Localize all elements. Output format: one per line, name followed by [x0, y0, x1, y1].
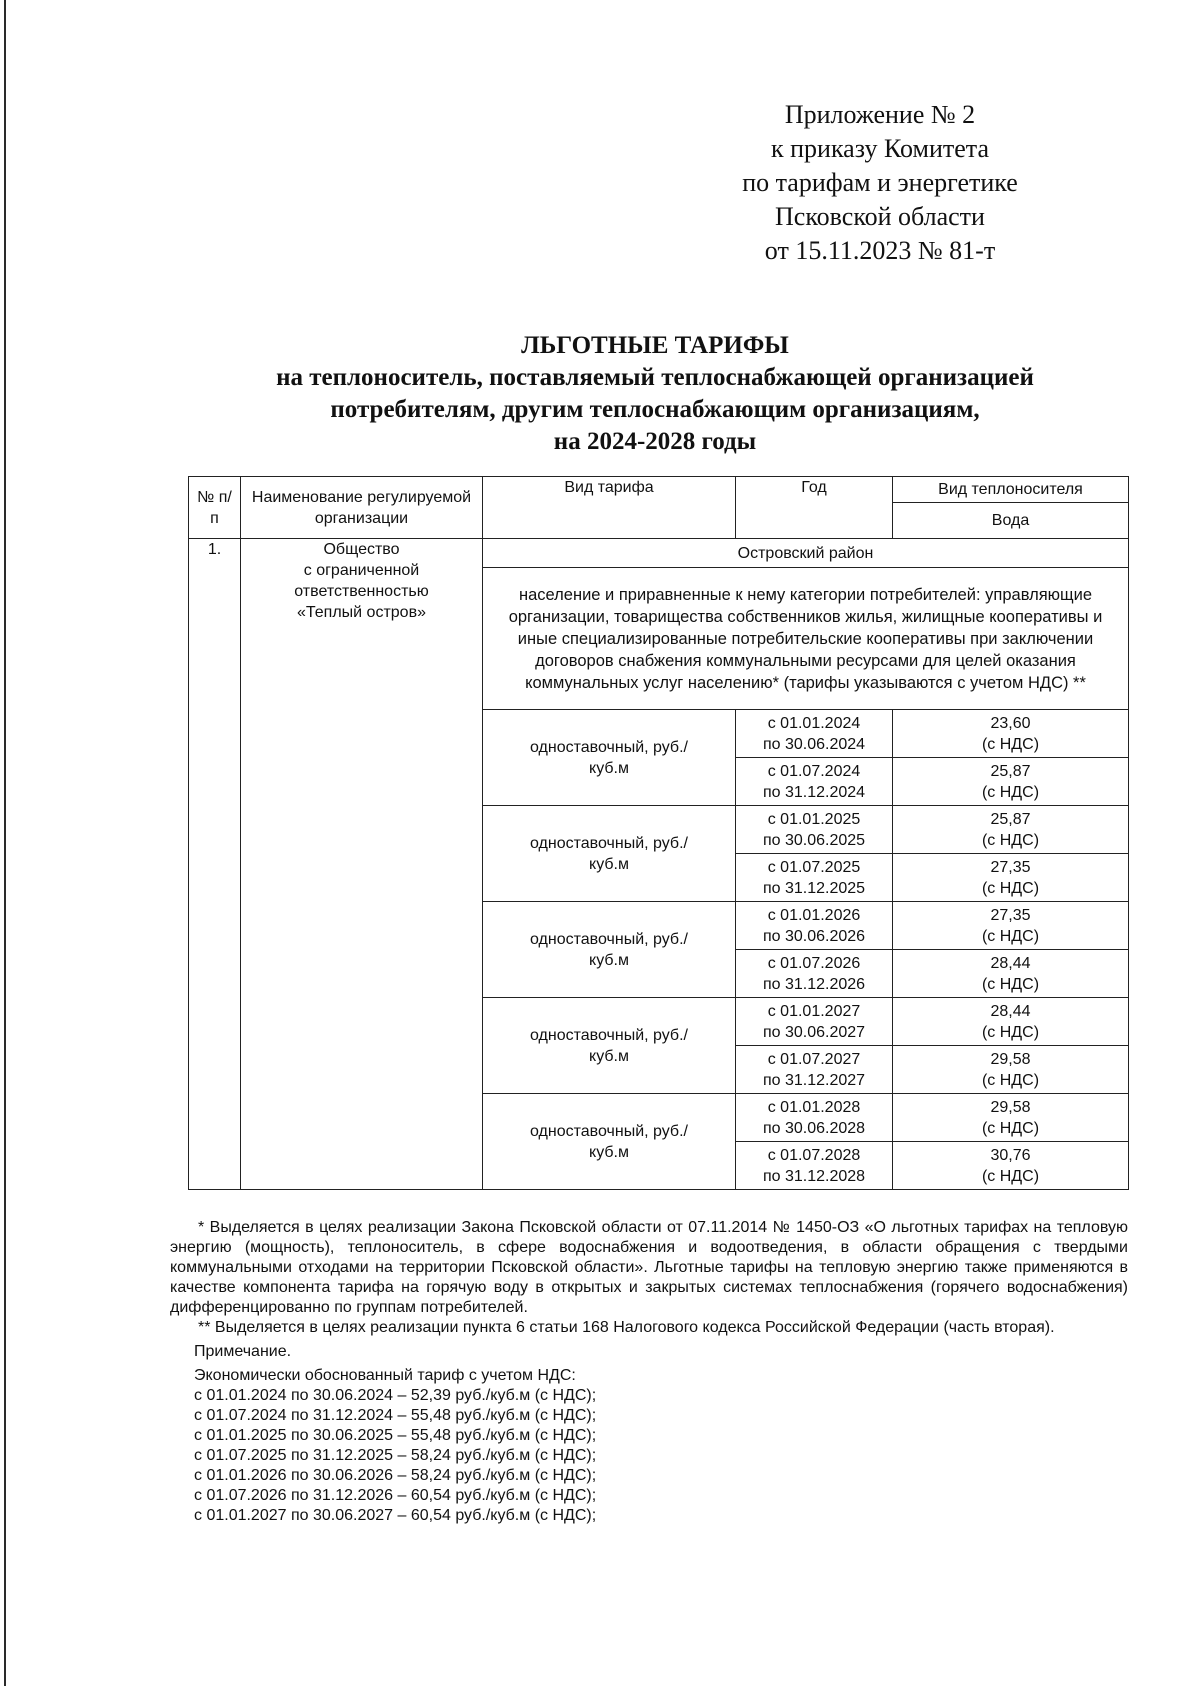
tariff-value-line: 27,35	[990, 858, 1031, 876]
period-line: по 31.12.2028	[762, 1167, 866, 1185]
remark-list	[170, 1386, 1128, 1526]
tariff-value-line: (с НДС)	[981, 735, 1040, 753]
document-title	[180, 330, 1130, 458]
notes-section	[170, 1218, 1128, 1526]
header-line: Приложение № 2	[784, 100, 976, 129]
period-line: по 31.12.2024	[762, 783, 866, 801]
period-line: с 01.07.2024	[767, 762, 861, 780]
period-line: по 31.12.2026	[762, 975, 866, 993]
period-line: с 01.01.2025	[767, 810, 861, 828]
remark-line: с 01.01.2026 по 30.06.2026 – 58,24 руб./куб.м (с НДС);	[194, 1467, 597, 1484]
tariff-value-line: 29,58	[990, 1098, 1031, 1116]
period-cell	[736, 950, 893, 998]
tariff-type-cell: одноставочный, руб./куб.м	[483, 902, 736, 998]
tariff-value-cell	[893, 710, 1129, 758]
period-cell	[736, 1142, 893, 1190]
header-carrier: Вода	[893, 503, 1129, 539]
tariff-type-cell: одноставочный, руб./куб.м	[483, 806, 736, 902]
period-line: с 01.01.2024	[767, 714, 861, 732]
tariff-value-cell	[893, 1094, 1129, 1142]
header-tariff-type: Вид тарифа	[483, 477, 736, 539]
remark-line: с 01.01.2027 по 30.06.2027 – 60,54 руб./куб.м (с НДС);	[194, 1507, 597, 1524]
period-line: с 01.07.2026	[767, 954, 861, 972]
footnote-1: * Выделяется в целях реализации Закона Псковской области от 07.11.2014 № 1450-ОЗ «О льготных тарифах на тепловую энергию (мощность), теплоноситель, в сфере водоснабжения и водоотведения, в области обращения с твердыми коммунальными отходами на территории Псковской области». Льготные тарифы на тепловую энергию также применяются в качестве компонента тарифа на горячую воду в открытых и закрытых системах теплоснабжения (горячего водоснабжения) дифференцированно по группам потребителей.	[170, 1219, 1128, 1316]
org-name-line: ответственностью	[294, 583, 429, 600]
period-cell	[736, 1094, 893, 1142]
tariff-value-line: (с НДС)	[981, 1023, 1040, 1041]
header-line: Псковской области	[775, 202, 985, 231]
period-cell	[736, 998, 893, 1046]
appendix-header	[690, 98, 1070, 268]
tariff-value-line: 27,35	[990, 906, 1031, 924]
header-carrier-type: Вид теплоносителя	[893, 477, 1129, 503]
period-cell	[736, 902, 893, 950]
org-name-line: с ограниченной	[303, 562, 420, 579]
header-num: № п/п	[189, 477, 241, 539]
header-line: по тарифам и энергетике	[742, 168, 1018, 197]
tariff-value-cell	[893, 902, 1129, 950]
org-name-line: Общество	[323, 541, 400, 558]
tariff-value-cell	[893, 758, 1129, 806]
tariff-value-line: (с НДС)	[981, 879, 1040, 897]
remark-line: с 01.01.2025 по 30.06.2025 – 55,48 руб./куб.м (с НДС);	[194, 1427, 597, 1444]
row-number: 1.	[189, 539, 241, 1190]
header-line: от 15.11.2023 № 81-т	[764, 236, 996, 265]
title-line: ЛЬГОТНЫЕ ТАРИФЫ	[521, 332, 789, 359]
header-year: Год	[736, 477, 893, 539]
tariff-type-cell: одноставочный, руб./куб.м	[483, 710, 736, 806]
period-line: с 01.07.2025	[767, 858, 861, 876]
tariff-value-line: (с НДС)	[981, 1167, 1040, 1185]
period-cell	[736, 1046, 893, 1094]
tariff-value-cell	[893, 854, 1129, 902]
tariff-value-line: 23,60	[990, 714, 1031, 732]
tariff-value-line: 29,58	[990, 1050, 1031, 1068]
remark-line: с 01.01.2024 по 30.06.2024 – 52,39 руб./куб.м (с НДС);	[194, 1387, 597, 1404]
period-line: с 01.01.2026	[767, 906, 861, 924]
header-line: к приказу Комитета	[770, 134, 989, 163]
period-cell	[736, 806, 893, 854]
title-line: потребителям, другим теплоснабжающим организациям,	[330, 396, 980, 423]
period-line: по 31.12.2025	[762, 879, 866, 897]
table-header-row	[189, 477, 1129, 503]
title-line: на 2024-2028 годы	[553, 428, 757, 455]
tariff-value-cell	[893, 1142, 1129, 1190]
scan-edge	[4, 0, 6, 1686]
period-cell	[736, 758, 893, 806]
tariff-value-cell	[893, 998, 1129, 1046]
period-line: по 30.06.2026	[762, 927, 866, 945]
period-line: с 01.07.2027	[767, 1050, 861, 1068]
period-line: с 01.01.2028	[767, 1098, 861, 1116]
remark-line: с 01.07.2024 по 31.12.2024 – 55,48 руб./куб.м (с НДС);	[194, 1407, 597, 1424]
tariff-type-cell: одноставочный, руб./куб.м	[483, 1094, 736, 1190]
title-line: на теплоноситель, поставляемый теплоснабжающей организацией	[276, 364, 1034, 391]
table-row	[189, 539, 1129, 568]
tariff-value-line: 28,44	[990, 954, 1031, 972]
period-line: по 30.06.2027	[762, 1023, 866, 1041]
tariff-value-line: 28,44	[990, 1002, 1031, 1020]
organization-name	[241, 539, 483, 1190]
tariff-value-line: (с НДС)	[981, 831, 1040, 849]
remark-line: с 01.07.2025 по 31.12.2025 – 58,24 руб./куб.м (с НДС);	[194, 1447, 597, 1464]
remark-intro: Экономически обоснованный тариф с учетом НДС:	[194, 1367, 576, 1384]
tariff-value-line: 30,76	[990, 1146, 1031, 1164]
period-line: по 31.12.2027	[762, 1071, 866, 1089]
remark-title: Примечание.	[194, 1343, 292, 1360]
tariff-value-line: (с НДС)	[981, 783, 1040, 801]
consumer-category: население и приравненные к нему категории потребителей: управляющие организации, товарищества собственников жилья, жилищные кооперативы и иные специализированные потребительские кооперативы при заключении договоров снабжения коммунальными ресурсами для целей оказания коммунальных услуг населению* (тарифы указываются с учетом НДС) **	[483, 568, 1129, 710]
org-name-line: «Теплый остров»	[297, 604, 426, 621]
period-line: по 30.06.2025	[762, 831, 866, 849]
period-line: с 01.01.2027	[767, 1002, 861, 1020]
remark-line: с 01.07.2026 по 31.12.2026 – 60,54 руб./куб.м (с НДС);	[194, 1487, 597, 1504]
tariff-table	[188, 476, 1129, 1190]
tariff-value-cell	[893, 1046, 1129, 1094]
tariff-value-cell	[893, 950, 1129, 998]
period-cell	[736, 710, 893, 758]
period-line: по 30.06.2028	[762, 1119, 866, 1137]
district-label: Островский район	[483, 539, 1129, 568]
tariff-value-line: 25,87	[990, 762, 1031, 780]
tariff-value-line: (с НДС)	[981, 1119, 1040, 1137]
period-line: по 30.06.2024	[762, 735, 866, 753]
footnote-2: ** Выделяется в целях реализации пункта 6 статьи 168 Налогового кодекса Российской Федерации (часть вторая).	[198, 1319, 1055, 1336]
period-line: с 01.07.2028	[767, 1146, 861, 1164]
tariff-value-line: (с НДС)	[981, 975, 1040, 993]
tariff-value-line: 25,87	[990, 810, 1031, 828]
tariff-value-line: (с НДС)	[981, 927, 1040, 945]
header-org: Наименование регулируемой организации	[241, 477, 483, 539]
period-cell	[736, 854, 893, 902]
tariff-type-cell: одноставочный, руб./куб.м	[483, 998, 736, 1094]
tariff-value-line: (с НДС)	[981, 1071, 1040, 1089]
tariff-value-cell	[893, 806, 1129, 854]
